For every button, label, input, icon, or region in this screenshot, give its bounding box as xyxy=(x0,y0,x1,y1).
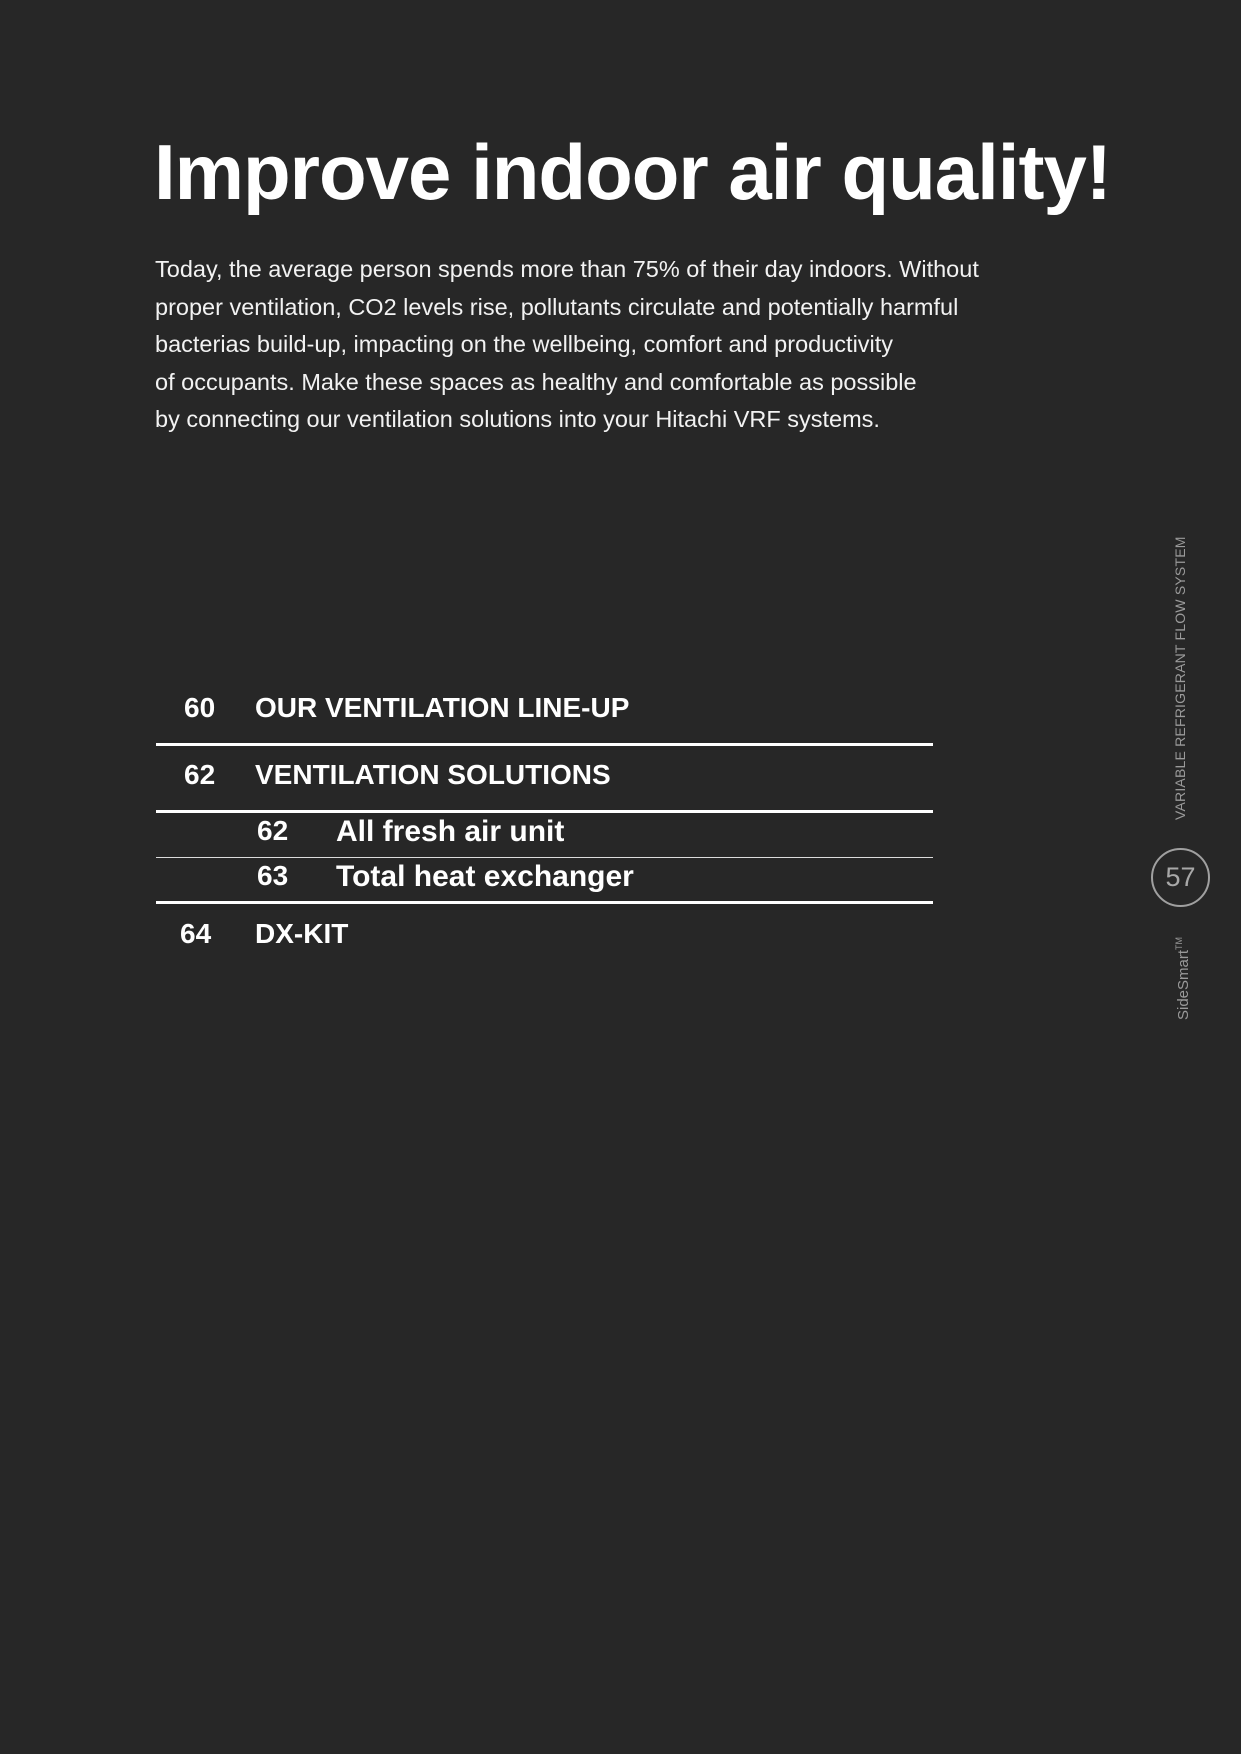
intro-line: Today, the average person spends more than 75% of their day indoors. Without xyxy=(155,256,979,282)
toc-item-label: DX-KIT xyxy=(255,918,349,949)
intro-line: by connecting our ventilation solutions into your Hitachi VRF systems. xyxy=(155,406,880,432)
toc-page-number: 60 xyxy=(184,692,216,723)
toc-divider xyxy=(156,810,933,813)
brand-label xyxy=(1174,937,1192,1020)
intro-paragraph xyxy=(155,251,1035,439)
toc-page-number: 62 xyxy=(257,815,289,846)
intro-line: bacterias build-up, impacting on the wellbeing, comfort and productivity xyxy=(155,331,894,357)
intro-line: of occupants. Make these spaces as healthy and comfortable as possible xyxy=(155,368,917,395)
toc-item-label: Total heat exchanger xyxy=(336,860,634,893)
toc-page-number: 62 xyxy=(184,759,216,790)
toc-page-number: 63 xyxy=(257,860,289,891)
toc-divider xyxy=(156,857,933,858)
intro-line: proper ventilation, CO2 levels rise, pollutants circulate and potentially harmful xyxy=(155,293,959,320)
page-title: Improve indoor air quality! xyxy=(154,128,1111,216)
toc-divider xyxy=(156,743,933,746)
page-number-badge xyxy=(1151,848,1210,907)
toc-item-label: OUR VENTILATION LINE-UP xyxy=(255,692,630,723)
brand-trademark: TM xyxy=(1174,936,1184,950)
toc-page-number: 64 xyxy=(180,918,212,949)
toc-item-label: All fresh air unit xyxy=(336,815,565,848)
brand-name: SideSmart xyxy=(1175,949,1192,1020)
toc-divider xyxy=(156,901,933,904)
section-label: VARIABLE REFRIGERANT FLOW SYSTEM xyxy=(1172,536,1188,820)
page-number: 57 xyxy=(1165,862,1196,892)
toc-item-label: VENTILATION SOLUTIONS xyxy=(255,759,611,790)
